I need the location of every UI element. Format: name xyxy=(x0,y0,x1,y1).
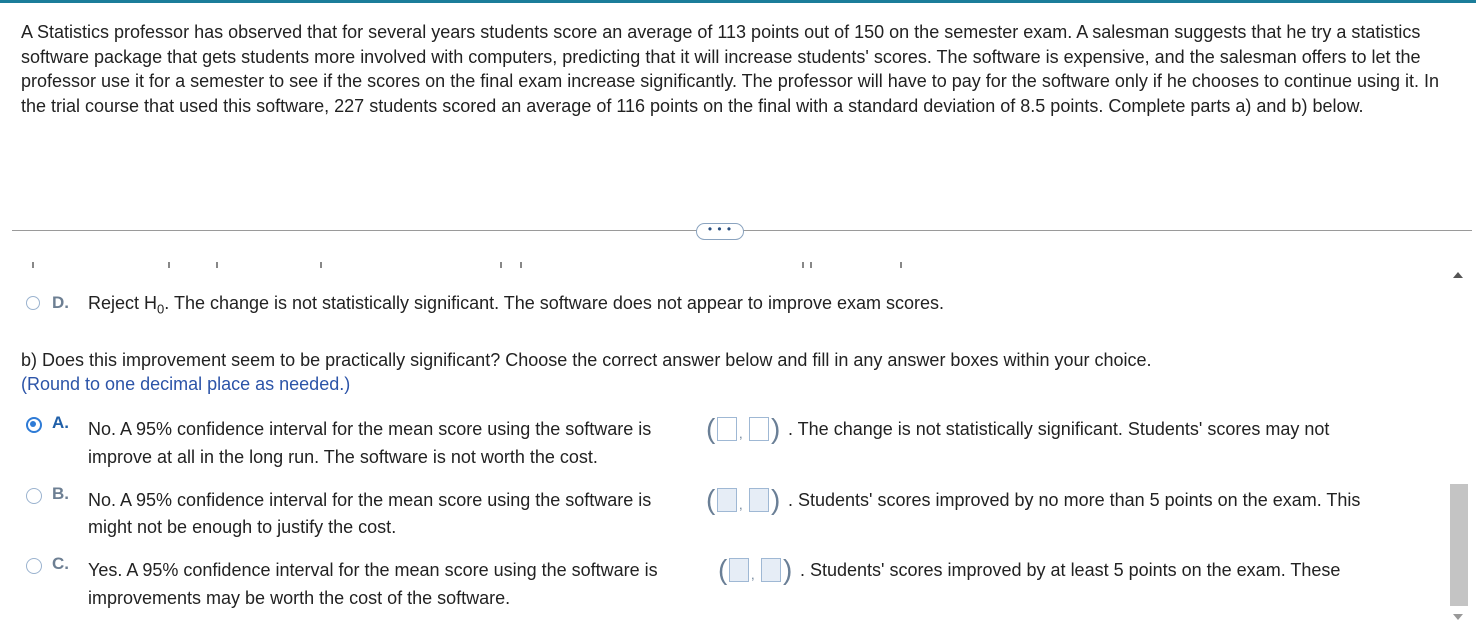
option-c-letter: C. xyxy=(52,554,69,573)
option-b-text-line1: No. A 95% confidence interval for the mean score using the software is xyxy=(88,490,652,510)
option-c-text-line1-end: . Students' scores improved by at least 5 points on the exam. These xyxy=(800,560,1341,580)
option-a-upper-bound-input[interactable] xyxy=(749,417,769,441)
option-b-comma: , xyxy=(739,497,743,512)
expand-collapse-button[interactable]: • • • xyxy=(696,223,744,240)
clipped-previous-option xyxy=(20,258,920,272)
option-a-open-paren: ( xyxy=(706,413,716,444)
option-b-text-line1-end: . Students' scores improved by no more than 5 points on the exam. This xyxy=(788,490,1361,510)
option-d-letter: D. xyxy=(52,293,69,312)
option-d-text: Reject $H_0$. The change is not statistically significant. The software does not appear to improve exam scores. xyxy=(88,293,944,317)
vertical-scrollbar[interactable] xyxy=(1448,262,1470,622)
option-c-text-line2: improvements may be worth the cost of the software. xyxy=(88,588,511,608)
scroll-down-arrow-icon[interactable] xyxy=(1453,614,1463,620)
option-b-close-paren: ) xyxy=(771,484,781,515)
option-c-radio[interactable] xyxy=(26,558,42,574)
option-c-text-line1: Yes. A 95% confidence interval for the mean score using the software is xyxy=(88,560,658,580)
option-c-upper-bound-input[interactable] xyxy=(761,558,781,582)
option-a-lower-bound-input[interactable] xyxy=(717,417,737,441)
option-c-close-paren: ) xyxy=(783,554,793,585)
option-a-comma: , xyxy=(739,426,743,441)
scroll-up-arrow-icon[interactable] xyxy=(1453,272,1463,278)
option-a-text-line1-end: . The change is not statistically significant. Students' scores may not xyxy=(788,419,1330,439)
top-accent-border xyxy=(0,0,1476,3)
rounding-hint: (Round to one decimal place as needed.) xyxy=(21,374,351,394)
part-b-question: b) Does this improvement seem to be practically significant? Choose the correct answer below and fill in any answer boxes within your choice. xyxy=(21,350,1152,370)
option-b-radio[interactable] xyxy=(26,488,42,504)
option-a-text-line1: No. A 95% confidence interval for the mean score using the software is xyxy=(88,419,652,439)
option-a-letter: A. xyxy=(52,413,69,432)
option-c-comma: , xyxy=(751,567,755,582)
option-d-radio[interactable] xyxy=(26,296,40,310)
option-b-open-paren: ( xyxy=(706,484,716,515)
option-c-open-paren: ( xyxy=(718,554,728,585)
option-b-text-line2: might not be enough to justify the cost. xyxy=(88,517,397,537)
option-a-close-paren: ) xyxy=(771,413,781,444)
option-b-lower-bound-input[interactable] xyxy=(717,488,737,512)
problem-statement: A Statistics professor has observed that for several years students score an average of 113 points out of 150 on the semester exam. A salesman suggests that he try a statistics software package that gets students more involved with computers, predicting that it will increase students' scores. The software is expensive, and the salesman offers to let the professor use it for a semester to see if the scores on the final exam increase significantly. The professor will have to pay for the software only if he chooses to continue using it. In the trial course that used this software, 227 students scored an average of 116 points on the final with a standard deviation of 8.5 points. Complete parts a) and b) below. xyxy=(21,22,1440,116)
option-b-letter: B. xyxy=(52,484,69,503)
option-c-lower-bound-input[interactable] xyxy=(729,558,749,582)
scrollbar-thumb[interactable] xyxy=(1450,484,1468,606)
option-b-upper-bound-input[interactable] xyxy=(749,488,769,512)
option-a-radio[interactable] xyxy=(26,417,42,433)
option-a-text-line2: improve at all in the long run. The software is not worth the cost. xyxy=(88,447,598,467)
